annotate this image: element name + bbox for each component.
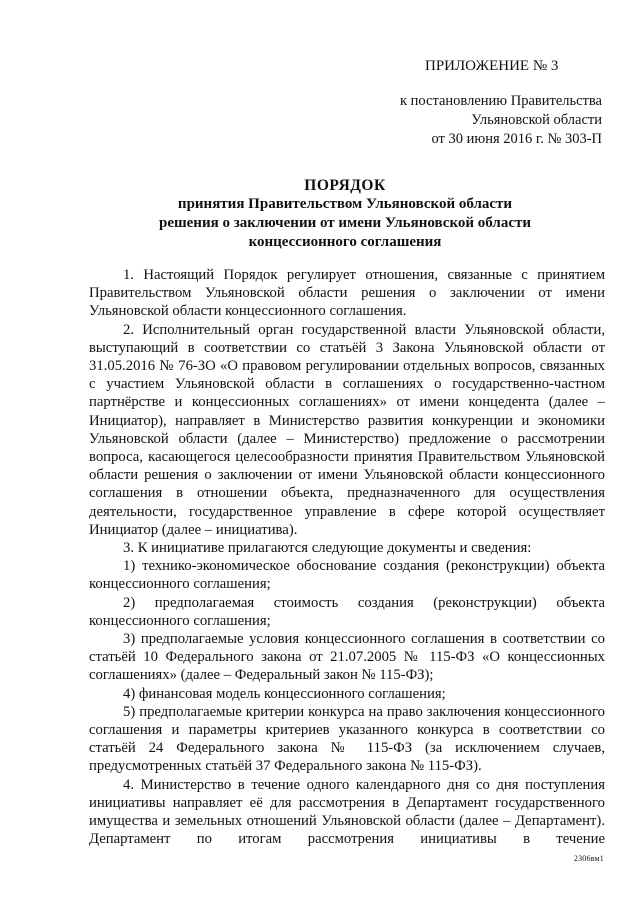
title-line: концессионного соглашения [248, 234, 442, 250]
list-item-5: 5) предполагаемые критерии конкурса на право заключения концессионного соглашения и параметры критериев указанного конкурса в соответствии со статьёй 24 Федерального закона № 115-ФЗ (за исключением случаев, предусмотренных статьёй 37 Федерального закона № 115-ФЗ). [89, 703, 605, 775]
title-line: принятия Правительством Ульяновской области [177, 196, 513, 212]
paragraph-3: 3. К инициативе прилагаются следующие документы и сведения: [123, 540, 532, 557]
paragraph-2: 2. Исполнительный орган государственной власти Ульяновской области, выступающий в соответствии со статьёй 3 Закона Ульяновской области от 31.05.2016 № 76-ЗО «О правовом регулировании отдельных вопросов, связанных с участием Ульяновской области в соглашениях о государственно-частном партнёрстве и концессионных соглашениях» от имени концедента (далее – Инициатор), направляет в Министерство развития конкуренции и экономики Ульяновской области (далее – Министерство) предложение о рассмотрении вопроса, касающегося целесообразности принятия Правительством Ульяновской области решения о заключении от имени Ульяновской области концессионного соглашения в отношении объекта, предназначенного для осуществления деятельности, государственное управление в сфере которой осуществляет Инициатор (далее – инициатива). [89, 321, 605, 538]
appendix-label: ПРИЛОЖЕНИЕ № 3 [425, 58, 559, 74]
document-title [80, 176, 610, 252]
paragraph-1: 1. Настоящий Порядок регулирует отношения, связанные с принятием Правительством Ульяновской области решения о заключении от имени Ульяновской области концессионного соглашения. [89, 267, 605, 320]
resolution-line: к постановлению Правительства [400, 93, 602, 109]
paragraph-4: 4. Министерство в течение одного календарного дня со дня поступления инициативы направляет её для рассмотрения в Департамент государственного имущества и земельных отношений Ульяновской области (далее – Департамент). Департамент по итогам рассмотрения инициативы в течение [89, 776, 605, 848]
title-main: ПОРЯДОК [304, 177, 386, 194]
list-item-2: 2) предполагаемая стоимость создания (реконструкции) объекта концессионного соглашения; [89, 594, 605, 629]
resolution-line: Ульяновской области [471, 112, 602, 128]
document-body [89, 266, 605, 849]
list-item-3: 3) предполагаемые условия концессионного соглашения в соответствии со статьёй 10 Федерального закона от 21.07.2005 № 115-ФЗ «О концессионных соглашениях» (далее – Федеральный закон № 115-ФЗ); [89, 631, 605, 684]
resolution-reference [400, 92, 602, 149]
list-item-1: 1) технико-экономическое обоснование создания (реконструкции) объекта концессионного соглашения; [89, 558, 605, 593]
resolution-line: от 30 июня 2016 г. № 303-П [431, 131, 602, 147]
document-code: 2306вм1 [573, 854, 604, 863]
list-item-4: 4) финансовая модель концессионного соглашения; [123, 685, 446, 702]
title-line: решения о заключении от имени Ульяновской области [158, 215, 531, 231]
